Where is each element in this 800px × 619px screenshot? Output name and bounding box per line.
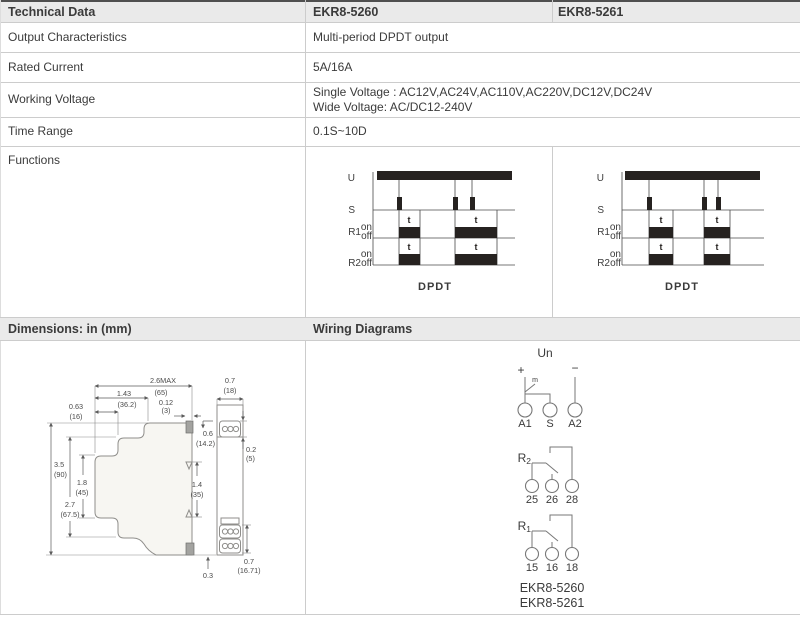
din-clip-bottom xyxy=(186,543,194,555)
divider xyxy=(0,52,800,53)
bottom-border xyxy=(0,614,800,615)
terminal-28: 28 xyxy=(565,494,579,506)
terminal-s: S xyxy=(546,418,554,430)
dim-step1-in: 1.43 xyxy=(116,389,132,398)
r2-off-label: off xyxy=(610,258,621,269)
relay2-circuit xyxy=(526,447,579,493)
dim-rail-in: 1.4 xyxy=(191,480,203,489)
u-label: U xyxy=(596,173,604,184)
wiring-diagram xyxy=(305,341,800,614)
dimensions-section-header: Dimensions: in (mm) xyxy=(8,322,132,336)
row-label-time-range: Time Range xyxy=(8,124,73,138)
s-label: S xyxy=(348,205,355,216)
divider xyxy=(0,82,800,83)
minus-sign: − xyxy=(571,361,579,375)
terminal-18: 18 xyxy=(565,562,579,574)
r2-label: R2 xyxy=(348,258,361,269)
timing-grid xyxy=(622,172,764,265)
timing-signals xyxy=(625,171,760,265)
r1-label: R1 xyxy=(348,227,361,238)
dim-body-in: 2.7 xyxy=(64,500,76,509)
terminal-a1: A1 xyxy=(518,418,532,430)
header-technical-data: Technical Data xyxy=(8,5,96,19)
front-label-plate xyxy=(221,518,239,524)
model-name-5260: EKR8-5260 xyxy=(519,581,585,595)
divider xyxy=(0,117,800,118)
terminal-26: 26 xyxy=(545,494,559,506)
timing-signals xyxy=(377,171,512,265)
side-profile-view xyxy=(46,421,216,555)
relay2-sub: 2 xyxy=(526,456,531,466)
din-clip-top xyxy=(186,421,193,433)
top-border xyxy=(0,0,800,2)
row-value-working-voltage-2: Wide Voltage: AC/DC12-240V xyxy=(313,100,473,114)
dim-body-mm: (67.5) xyxy=(60,510,80,519)
input-circuit xyxy=(518,377,582,417)
front-view xyxy=(217,405,243,555)
t-label: t xyxy=(659,242,663,252)
timing-diagram-ekr8-5261 xyxy=(552,146,800,317)
terminal-25: 25 xyxy=(525,494,539,506)
r1-label: R1 xyxy=(597,227,610,238)
dpdt-caption: DPDT xyxy=(665,281,699,293)
supply-label: Un xyxy=(537,346,553,360)
dimension-drawing xyxy=(0,341,305,614)
dim-term-h-mm: (5) xyxy=(246,454,255,463)
model-column-divider xyxy=(552,0,553,22)
r1-off-label: off xyxy=(610,231,621,242)
relay1-name: R xyxy=(517,519,527,533)
r1-on-label: on xyxy=(360,222,372,233)
dim-mid-mm: (45) xyxy=(75,488,89,497)
row-value-time-range: 0.1S~10D xyxy=(313,124,367,138)
wiring-section-header: Wiring Diagrams xyxy=(313,322,413,336)
terminal-a2: A2 xyxy=(568,418,582,430)
relay2-name: R xyxy=(517,451,527,465)
row-label-working-voltage: Working Voltage xyxy=(8,92,96,106)
r2-off-label: off xyxy=(361,258,372,269)
dim-rail-mm: (35) xyxy=(190,490,204,499)
dim-height-in: 3.5 xyxy=(54,460,65,469)
terminal-16: 16 xyxy=(545,562,559,574)
dim-bottom-in: 0.3 xyxy=(202,571,214,580)
table-header-row xyxy=(0,2,800,22)
row-label-output-characteristics: Output Characteristics xyxy=(8,30,127,44)
t-label: t xyxy=(407,242,411,252)
t-label: t xyxy=(407,215,411,225)
dim-term-top-mm: (14.2) xyxy=(195,439,215,448)
r2-label: R2 xyxy=(597,258,610,269)
dim-step2-in: 0.63 xyxy=(68,402,84,411)
relay1-sub: 1 xyxy=(526,524,531,534)
dim-front-width-in: 0.7 xyxy=(224,376,236,385)
r2-on-label: on xyxy=(609,249,621,260)
row-value-rated-current: 5A/16A xyxy=(313,60,353,74)
terminal-15: 15 xyxy=(525,562,539,574)
t-label: t xyxy=(715,242,719,252)
u-label: U xyxy=(347,173,355,184)
dim-mid-in: 1.8 xyxy=(76,478,88,487)
header-model-5261: EKR8-5261 xyxy=(558,5,624,19)
dim-front-width-mm: (18) xyxy=(223,386,237,395)
dim-term-bot-in: 0.7 xyxy=(243,557,255,566)
timing-diagram-ekr8-5260 xyxy=(305,146,552,317)
dim-term-h-in: 0.2 xyxy=(246,445,257,454)
t-label: t xyxy=(474,215,478,225)
dim-total-width-in: 2.6MAX xyxy=(150,376,176,385)
dim-height-mm: (90) xyxy=(54,470,67,479)
r1-on-label: on xyxy=(609,222,621,233)
relay2-label xyxy=(518,451,532,466)
model-name-5261: EKR8-5261 xyxy=(519,596,585,610)
dim-term-top-in: 0.6 xyxy=(202,429,213,438)
dim-step1-mm: (36.2) xyxy=(117,400,137,409)
dim-total-width-mm: (65) xyxy=(154,388,168,397)
relay1-label xyxy=(518,519,532,534)
row-value-output-characteristics: Multi-period DPDT output xyxy=(313,30,449,44)
row-label-rated-current: Rated Current xyxy=(8,60,84,74)
t-label: t xyxy=(659,215,663,225)
r2-on-label: on xyxy=(360,249,372,260)
header-model-5260: EKR8-5260 xyxy=(313,5,379,19)
r1-off-label: off xyxy=(361,231,372,242)
t-label: t xyxy=(715,215,719,225)
switch-label: m xyxy=(532,377,538,384)
timing-grid xyxy=(373,172,515,265)
dim-clip-mm: (3) xyxy=(161,406,171,415)
relay1-circuit xyxy=(526,515,579,561)
plus-sign: + xyxy=(517,363,525,377)
t-label: t xyxy=(474,242,478,252)
dim-step2-mm: (16) xyxy=(69,412,83,421)
row-value-working-voltage-1: Single Voltage : AC12V,AC24V,AC110V,AC220V,DC12V,DC24V xyxy=(313,85,653,99)
dim-clip-in: 0.12 xyxy=(158,398,174,407)
dim-term-bot-mm: (16.71) xyxy=(237,566,261,575)
s-label: S xyxy=(597,205,604,216)
row-label-functions: Functions xyxy=(8,153,61,167)
dpdt-caption: DPDT xyxy=(418,281,452,293)
